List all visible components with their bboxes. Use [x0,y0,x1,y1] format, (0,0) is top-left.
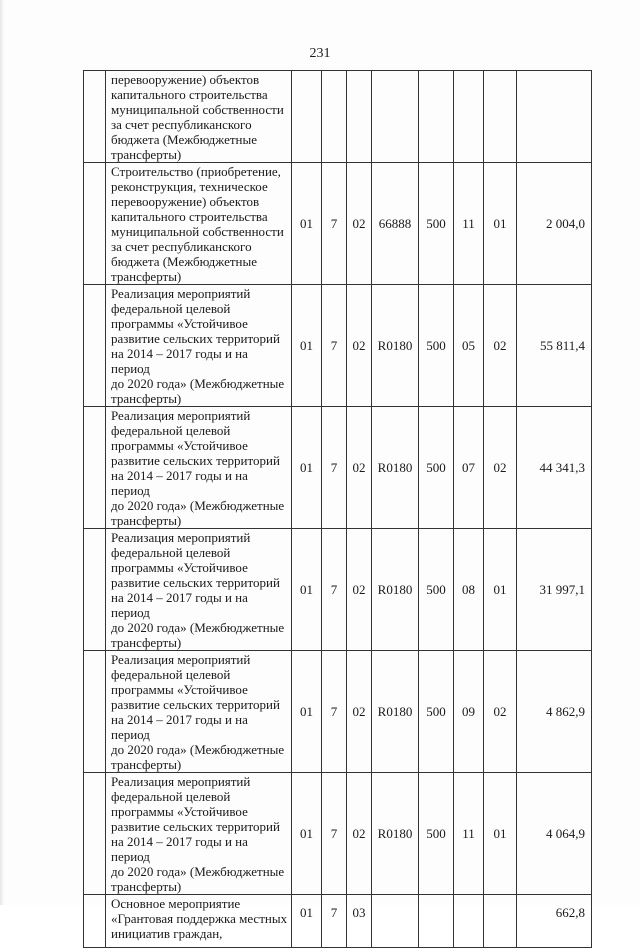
code-cell: 02 [484,285,517,407]
budget-table [83,70,592,948]
code-cell: 01 [292,163,322,285]
amount-cell: 31 997,1 [517,529,592,651]
code-cell: 01 [484,773,517,895]
code-cell: 7 [322,895,347,948]
table-row [84,651,592,773]
table-row [84,529,592,651]
code-cell: 7 [322,529,347,651]
code-cell: 7 [322,773,347,895]
row-name: Реализация мероприятий федеральной целевой программы «Устойчивое развитие сельских территорий на 2014 – 2017 годы и на период до 2020 года» (Межбюджетные трансферты) [106,285,292,407]
code-cell [419,895,454,948]
code-cell [484,895,517,948]
scan-edge [0,0,4,905]
blank-cell [84,773,106,895]
page-number: 231 [309,46,331,61]
code-cell [292,71,322,163]
code-cell: 500 [419,773,454,895]
code-cell: 01 [292,651,322,773]
code-cell: 02 [484,651,517,773]
blank-cell [84,895,106,948]
code-cell: 7 [322,285,347,407]
code-cell [419,71,454,163]
code-cell: 08 [454,529,484,651]
row-name: Строительство (приобретение, реконструкция, техническое перевооружение) объектов капитального строительства муниципальной собственности за счет республиканского бюджета (Межбюджетные трансферты) [106,163,292,285]
code-cell: 07 [454,407,484,529]
amount-cell: 662,8 [517,895,592,948]
code-cell: 01 [292,529,322,651]
code-cell: 7 [322,407,347,529]
code-cell: 09 [454,651,484,773]
code-cell: 500 [419,529,454,651]
code-cell: 500 [419,407,454,529]
amount-cell: 4 064,9 [517,773,592,895]
code-cell: 500 [419,285,454,407]
row-name: Основное мероприятие «Грантовая поддержка местных инициатив граждан, [106,895,292,948]
code-cell: 7 [322,651,347,773]
amount-cell: 55 811,4 [517,285,592,407]
table-row [84,407,592,529]
code-cell: 01 [292,285,322,407]
code-cell: 01 [292,773,322,895]
code-cell: 500 [419,163,454,285]
code-cell: R0180 [372,773,419,895]
code-cell: 01 [292,407,322,529]
row-name: Реализация мероприятий федеральной целевой программы «Устойчивое развитие сельских территорий на 2014 – 2017 годы и на период до 2020 года» (Межбюджетные трансферты) [106,651,292,773]
code-cell: 7 [322,163,347,285]
code-cell: R0180 [372,407,419,529]
code-cell: 11 [454,163,484,285]
code-cell: 01 [484,529,517,651]
table-row [84,285,592,407]
amount-cell: 44 341,3 [517,407,592,529]
table-row [84,71,592,163]
amount-cell [517,71,592,163]
table-row [84,895,592,948]
table-row [84,163,592,285]
code-cell: R0180 [372,529,419,651]
blank-cell [84,529,106,651]
code-cell [372,71,419,163]
code-cell: 03 [347,895,372,948]
code-cell: 02 [347,651,372,773]
code-cell: 02 [347,407,372,529]
code-cell: 02 [347,285,372,407]
blank-cell [84,285,106,407]
code-cell: 11 [454,773,484,895]
code-cell: 66888 [372,163,419,285]
code-cell: 02 [347,529,372,651]
code-cell: 02 [484,407,517,529]
blank-cell [84,651,106,773]
code-cell: 01 [484,163,517,285]
blank-cell [84,163,106,285]
row-name: Реализация мероприятий федеральной целевой программы «Устойчивое развитие сельских территорий на 2014 – 2017 годы и на период до 2020 года» (Межбюджетные трансферты) [106,407,292,529]
code-cell: 01 [292,895,322,948]
blank-cell [84,407,106,529]
code-cell [454,895,484,948]
code-cell [347,71,372,163]
row-name: перевооружение) объектов капитального строительства муниципальной собственности за счет республиканского бюджета (Межбюджетные трансферты) [106,71,292,163]
code-cell: 500 [419,651,454,773]
code-cell: 05 [454,285,484,407]
table-row [84,773,592,895]
blank-cell [84,71,106,163]
row-name: Реализация мероприятий федеральной целевой программы «Устойчивое развитие сельских территорий на 2014 – 2017 годы и на период до 2020 года» (Межбюджетные трансферты) [106,529,292,651]
code-cell [484,71,517,163]
code-cell: 02 [347,163,372,285]
code-cell: 02 [347,773,372,895]
code-cell [372,895,419,948]
code-cell [322,71,347,163]
code-cell: R0180 [372,285,419,407]
row-name: Реализация мероприятий федеральной целевой программы «Устойчивое развитие сельских территорий на 2014 – 2017 годы и на период до 2020 года» (Межбюджетные трансферты) [106,773,292,895]
amount-cell: 2 004,0 [517,163,592,285]
amount-cell: 4 862,9 [517,651,592,773]
code-cell [454,71,484,163]
code-cell: R0180 [372,651,419,773]
